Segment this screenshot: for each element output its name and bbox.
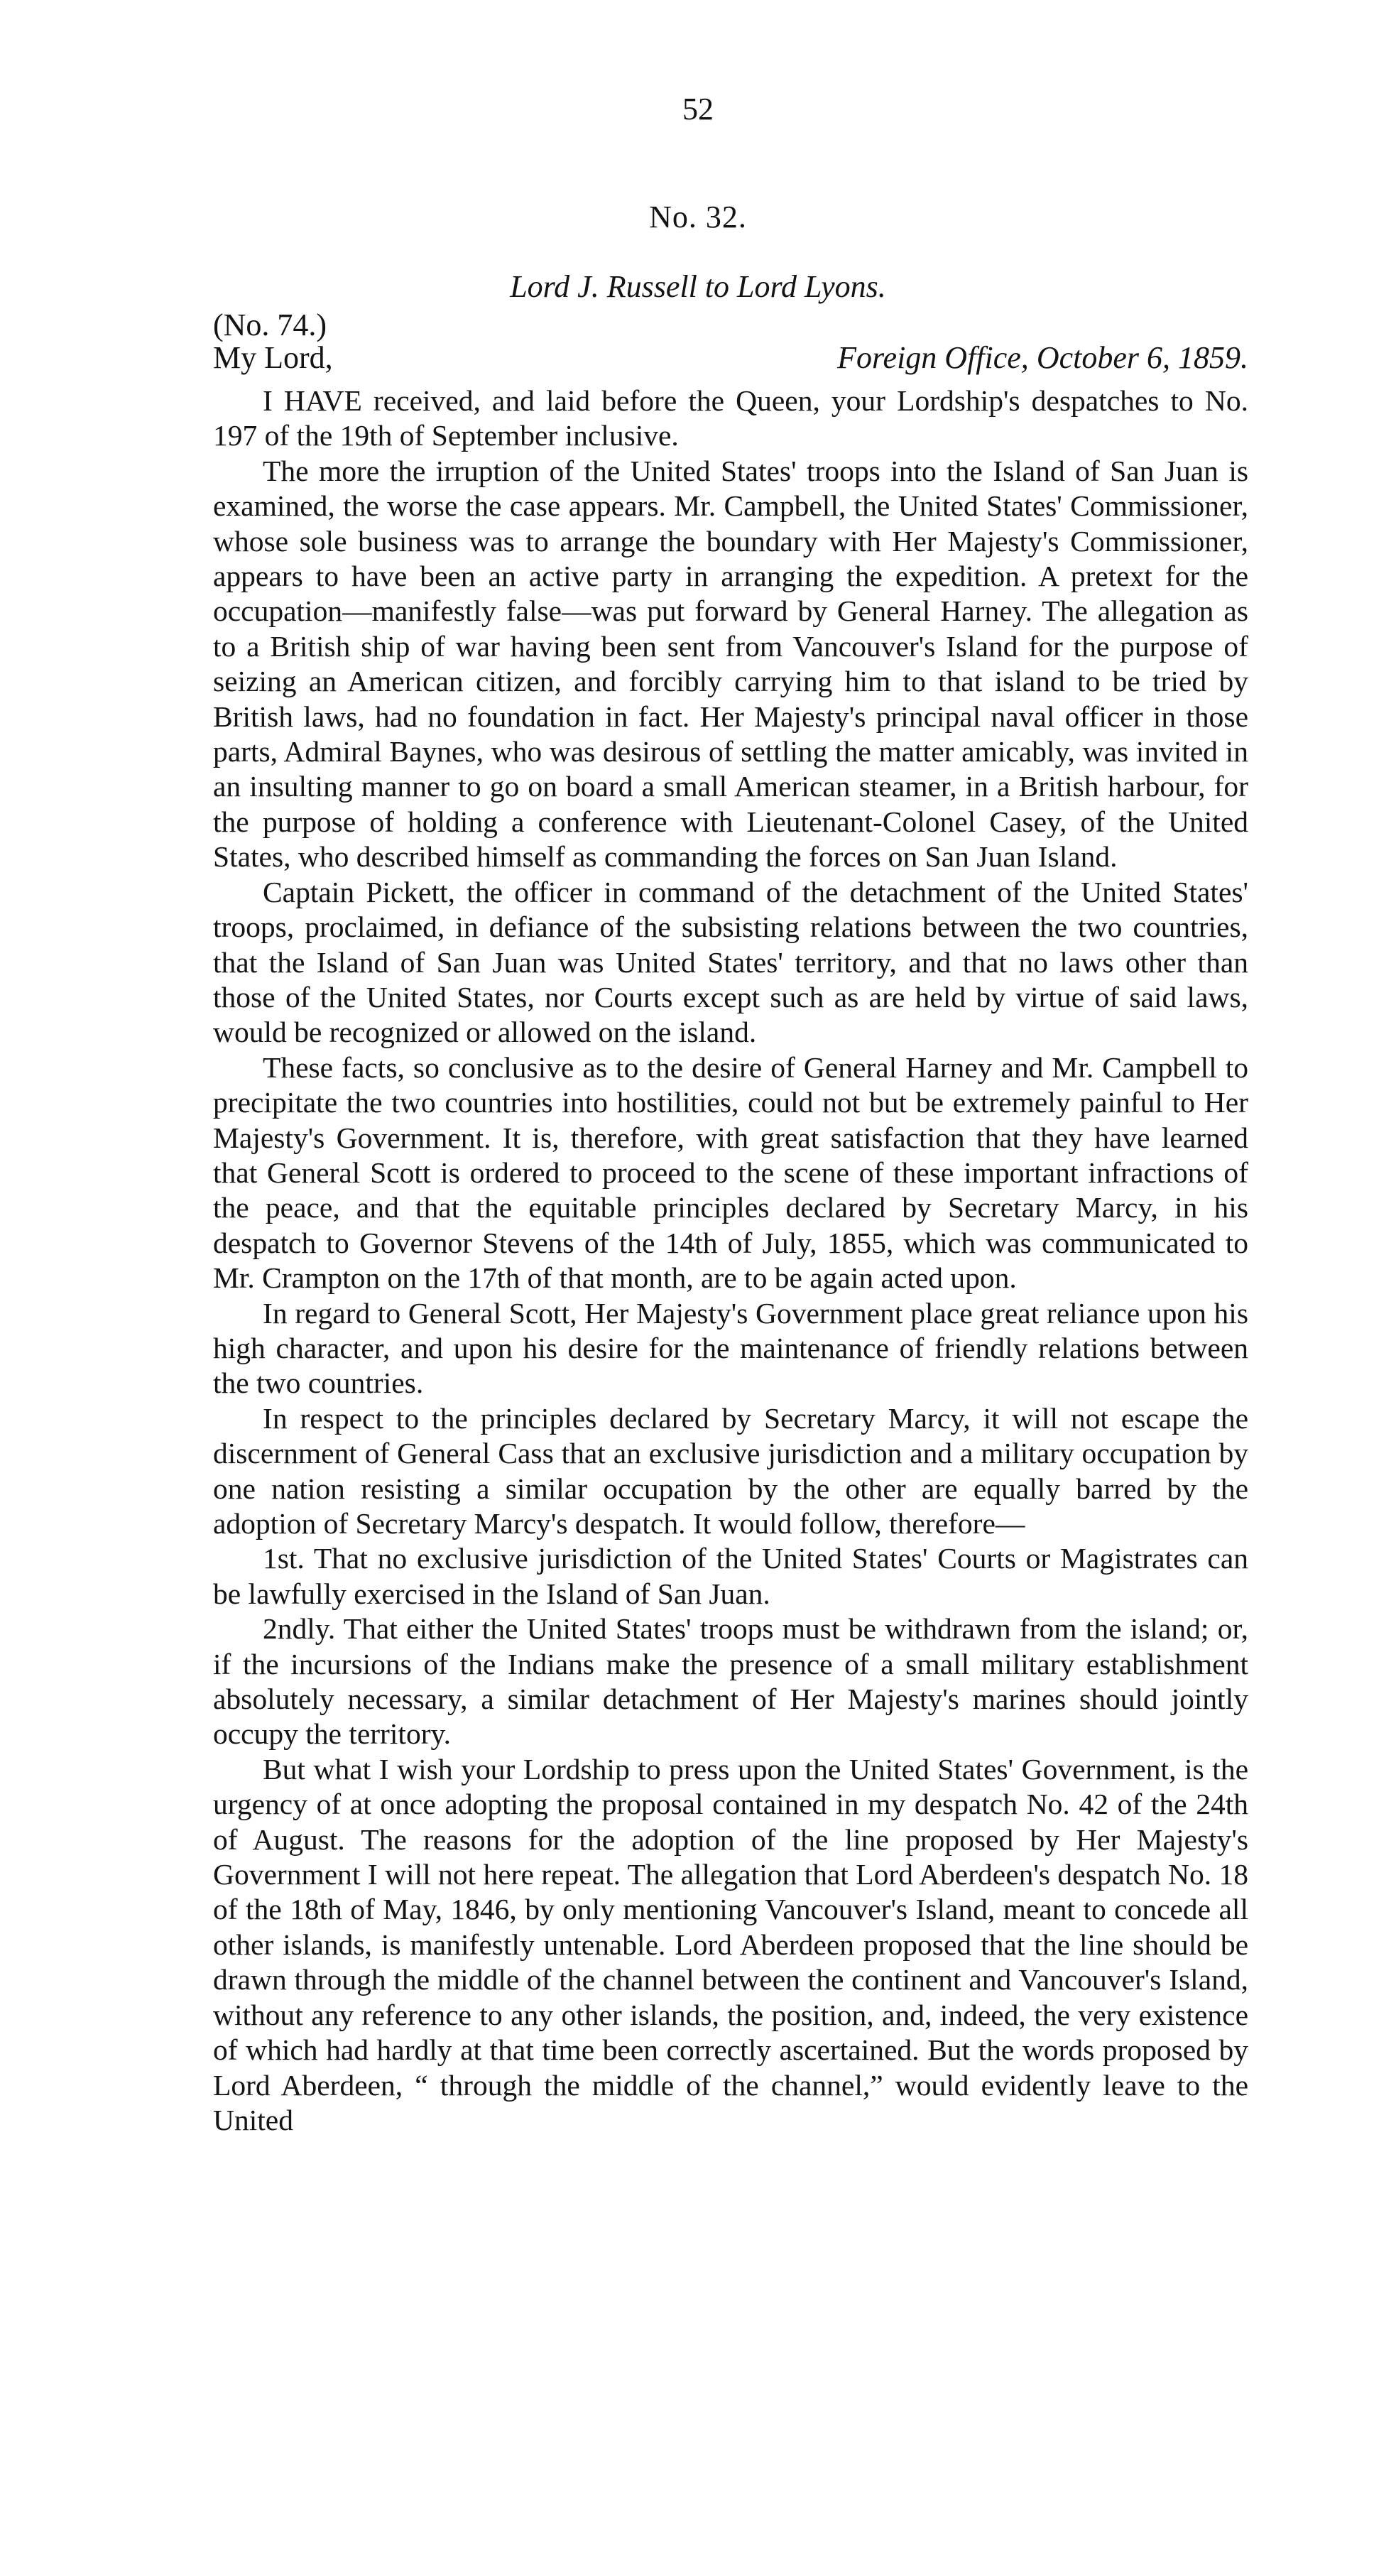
document-number: No. 32. bbox=[649, 200, 747, 234]
salutation: My Lord, bbox=[213, 340, 333, 375]
salutation-row bbox=[213, 339, 1248, 382]
date: October 6, 1859. bbox=[1036, 340, 1248, 375]
place-and-date bbox=[837, 339, 1248, 376]
paragraph: I HAVE received, and laid before the Queen, your Lordship's despatches to No. 197 of the 19th of September inclusive. bbox=[213, 384, 1248, 452]
page-number: 52 bbox=[682, 92, 714, 126]
paragraph: In respect to the principles declared by Secretary Marcy, it will not escape the discernment of General Cass that an exclusive jurisdiction and a military occupation by one nation resisting a similar occupation by the other are equally barred by the adoption of Secretary Marcy's despatch. It would follow, therefore— bbox=[213, 1401, 1248, 1540]
paragraph: 1st. That no exclusive jurisdiction of the United States' Courts or Magistrates can be lawfully exercised in the Island of San Juan. bbox=[213, 1542, 1248, 1610]
paragraph: The more the irruption of the United States' troops into the Island of San Juan is examined, the worse the case appears. Mr. Campbell, the United States' Commissioner, whose sole business was to arrange the boundary with Her Majesty's Commissioner, appears to have been an active party in arranging the expedition. A pretext for the occupation—manifestly false—was put forward by General Harney. The allegation as to a British ship of war having been sent from Vancouver's Island for the purpose of seizing an American citizen, and forcibly carrying him to that island to be tried by British laws, had no foundation in fact. Her Majesty's principal naval officer in those parts, Admiral Baynes, who was desirous of settling the matter amicably, was invited in an insulting manner to go on board a small American steamer, in a British harbour, for the purpose of holding a conference with Lieutenant-Colonel Casey, of the United States, who described himself as commanding the forces on San Juan Island. bbox=[213, 454, 1248, 874]
letter-header: Lord J. Russell to Lord Lyons. bbox=[510, 269, 886, 304]
paragraph: These facts, so conclusive as to the desire of General Harney and Mr. Campbell to precipitate the two countries into hostilities, could not but be extremely painful to Her Majesty's Government. It is, therefore, with great satisfaction that they have learned that General Scott is ordered to proceed to the scene of these important infractions of the peace, and that the equitable principles declared by Secretary Marcy, in his despatch to Governor Stevens of the 14th of July, 1855, which was communicated to Mr. Crampton on the 17th of that month, are to be again acted upon. bbox=[213, 1050, 1248, 1295]
paragraph: 2ndly. That either the United States' troops must be withdrawn from the island; or, if the incursions of the Indians make the presence of a small military establishment absolutely necessary, a similar detachment of Her Majesty's marines should jointly occupy the territory. bbox=[213, 1612, 1248, 1751]
letter-body bbox=[213, 384, 1248, 2138]
paragraph: Captain Pickett, the officer in command of the detachment of the United States' troops, proclaimed, in defiance of the subsisting relations between the two countries, that the Island of San Juan was United States' territory, and that no laws other than those of the United States, nor Courts except such as are held by virtue of said laws, would be recognized or allowed on the island. bbox=[213, 875, 1248, 1049]
reference-number: (No. 74.) bbox=[213, 308, 327, 342]
paragraph: In regard to General Scott, Her Majesty's Government place great reliance upon his high character, and upon his desire for the maintenance of friendly relations between the two countries. bbox=[213, 1296, 1248, 1400]
paragraph: But what I wish your Lordship to press upon the United States' Government, is the urgency of at once adopting the proposal contained in my despatch No. 42 of the 24th of August. The reasons for the adoption of the line proposed by Her Majesty's Government I will not here repeat. The allegation that Lord Aberdeen's despatch No. 18 of the 18th of May, 1846, by only mentioning Vancouver's Island, meant to concede all other islands, is manifestly untenable. Lord Aberdeen proposed that the line should be drawn through the middle of the channel between the continent and Vancouver's Island, without any reference to any other islands, the position, and, indeed, the very existence of which had hardly at that time been correctly ascertained. But the words proposed by Lord Aberdeen, “ through the middle of the channel,” would evidently leave to the United bbox=[213, 1752, 1248, 2136]
place: Foreign Office, bbox=[837, 340, 1029, 375]
